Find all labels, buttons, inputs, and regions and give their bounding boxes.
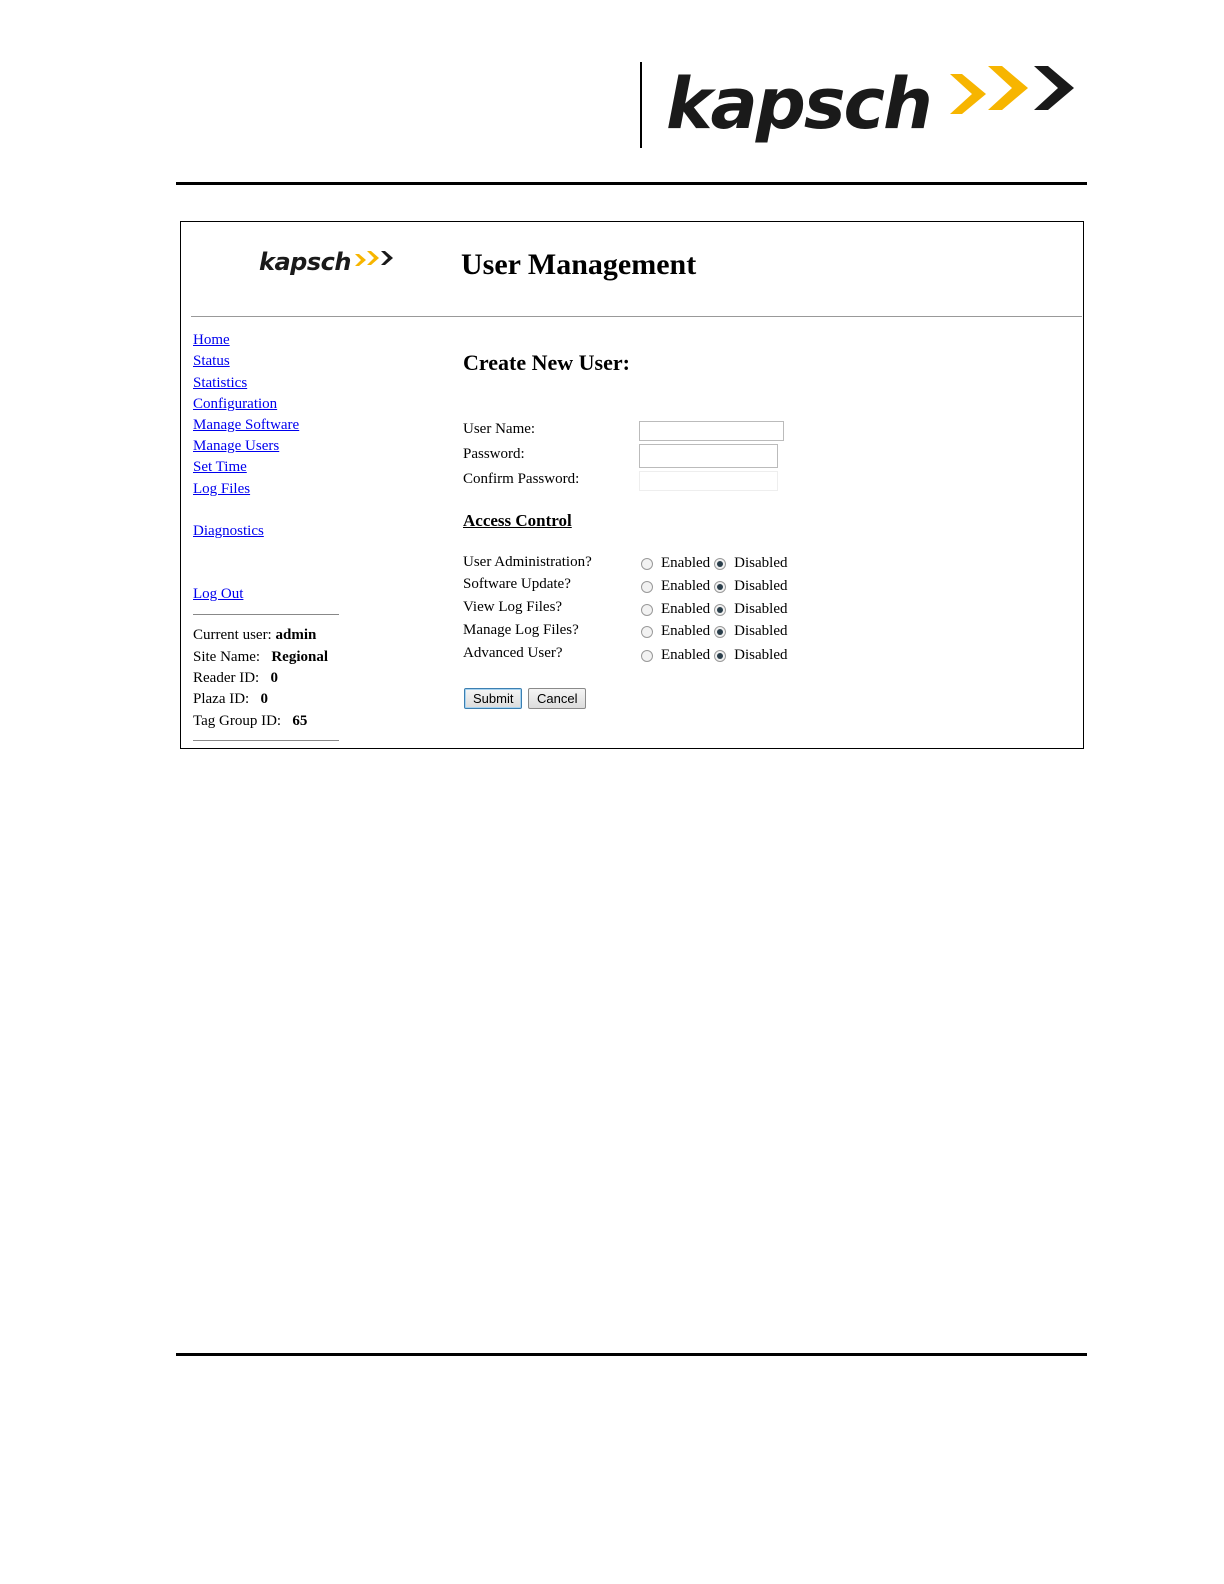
view-log-files-label: View Log Files? bbox=[463, 599, 563, 615]
reader-id-label: Reader ID: bbox=[193, 670, 260, 686]
disabled-label: Disabled bbox=[734, 578, 788, 594]
tag-group-label: Tag Group ID: bbox=[193, 713, 282, 729]
nav-manage-software-link[interactable]: Manage Software bbox=[193, 417, 300, 433]
software-update-radio-group bbox=[641, 578, 791, 595]
cancel-button[interactable]: Cancel bbox=[528, 688, 586, 709]
app-logo-chevrons-icon bbox=[355, 250, 397, 268]
header-divider bbox=[191, 316, 1082, 317]
current-user-value: admin bbox=[275, 627, 317, 643]
disabled-label: Disabled bbox=[734, 647, 788, 663]
nav-home-link[interactable]: Home bbox=[193, 332, 230, 348]
chevrons-icon bbox=[950, 62, 1080, 122]
page-title: User Management bbox=[461, 248, 697, 281]
view-log-files-disabled-radio[interactable] bbox=[714, 604, 726, 616]
document-top-rule bbox=[176, 182, 1087, 185]
screenshot-frame bbox=[180, 221, 1084, 749]
user-administration-radio-group bbox=[641, 555, 791, 572]
confirm-password-input[interactable] bbox=[639, 471, 778, 491]
enabled-label: Enabled bbox=[661, 578, 711, 594]
nav-log-out-link[interactable]: Log Out bbox=[193, 586, 244, 602]
disabled-label: Disabled bbox=[734, 601, 788, 617]
view-log-files-radio-group bbox=[641, 601, 791, 618]
software-update-label: Software Update? bbox=[463, 576, 571, 592]
nav-manage-users-link[interactable]: Manage Users bbox=[193, 438, 280, 454]
manage-log-files-enabled-radio[interactable] bbox=[641, 626, 653, 638]
enabled-label: Enabled bbox=[661, 555, 711, 571]
tag-group-value: 65 bbox=[292, 713, 308, 729]
advanced-user-radio-group bbox=[641, 647, 791, 664]
document-bottom-rule bbox=[176, 1353, 1087, 1356]
current-user-info bbox=[193, 627, 316, 644]
nav-set-time-link[interactable]: Set Time bbox=[193, 459, 247, 475]
plaza-id-info bbox=[193, 691, 268, 708]
username-label: User Name: bbox=[463, 421, 536, 437]
advanced-user-enabled-radio[interactable] bbox=[641, 650, 653, 662]
software-update-disabled-radio[interactable] bbox=[714, 581, 726, 593]
password-input[interactable] bbox=[639, 444, 778, 468]
view-log-files-enabled-radio[interactable] bbox=[641, 604, 653, 616]
submit-button[interactable]: Submit bbox=[464, 688, 522, 709]
app-logo-wordmark: kapsch bbox=[259, 248, 351, 276]
enabled-label: Enabled bbox=[661, 623, 711, 639]
site-name-value: Regional bbox=[271, 649, 328, 665]
enabled-label: Enabled bbox=[661, 647, 711, 663]
tag-group-info bbox=[193, 713, 307, 730]
nav-diagnostics-link[interactable]: Diagnostics bbox=[193, 523, 264, 539]
password-label: Password: bbox=[463, 446, 525, 462]
nav-log-files-link[interactable]: Log Files bbox=[193, 481, 251, 497]
kapsch-wordmark: kapsch bbox=[666, 63, 931, 145]
app-logo bbox=[259, 244, 419, 284]
disabled-label: Disabled bbox=[734, 623, 788, 639]
manage-log-files-disabled-radio[interactable] bbox=[714, 626, 726, 638]
nav-status-link[interactable]: Status bbox=[193, 353, 230, 369]
reader-id-value: 0 bbox=[270, 670, 278, 686]
nav-statistics-link[interactable]: Statistics bbox=[193, 375, 248, 391]
user-administration-disabled-radio[interactable] bbox=[714, 558, 726, 570]
manage-log-files-radio-group bbox=[641, 623, 791, 640]
sidebar-divider bbox=[193, 614, 339, 615]
confirm-password-label: Confirm Password: bbox=[463, 471, 580, 487]
site-name-label: Site Name: bbox=[193, 649, 261, 665]
disabled-label: Disabled bbox=[734, 555, 788, 571]
nav-configuration-link[interactable]: Configuration bbox=[193, 396, 278, 412]
create-user-title: Create New User: bbox=[463, 350, 630, 375]
user-administration-enabled-radio[interactable] bbox=[641, 558, 653, 570]
advanced-user-disabled-radio[interactable] bbox=[714, 650, 726, 662]
document-logo bbox=[640, 62, 1080, 148]
sidebar-bottom-divider bbox=[193, 740, 339, 741]
site-name-info bbox=[193, 649, 328, 666]
manage-log-files-label: Manage Log Files? bbox=[463, 622, 579, 638]
access-control-title: Access Control bbox=[463, 511, 572, 530]
plaza-id-value: 0 bbox=[260, 691, 268, 707]
reader-id-info bbox=[193, 670, 278, 687]
software-update-enabled-radio[interactable] bbox=[641, 581, 653, 593]
user-administration-label: User Administration? bbox=[463, 554, 592, 570]
logo-divider bbox=[640, 62, 642, 148]
enabled-label: Enabled bbox=[661, 601, 711, 617]
plaza-id-label: Plaza ID: bbox=[193, 691, 250, 707]
username-input[interactable] bbox=[639, 421, 784, 441]
advanced-user-label: Advanced User? bbox=[463, 645, 563, 661]
current-user-label: Current user: bbox=[193, 627, 272, 643]
